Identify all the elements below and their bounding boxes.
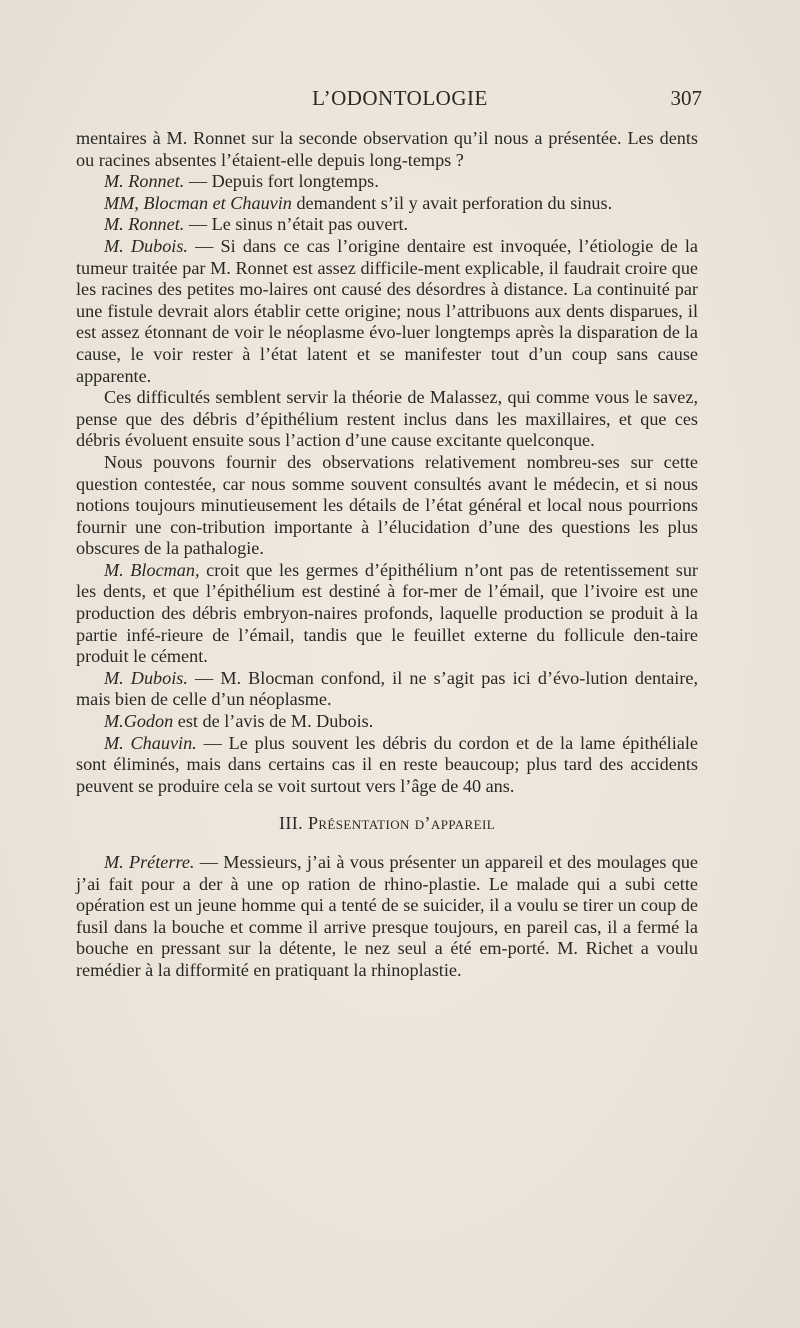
paragraph-text: — Messieurs, j’ai à vous présenter un appareil et des moulages que j’ai fait pour a der à une op ration de rhino-plastie. Le malade qui a subi cette opération est un jeune homme qui a tenté de se suicider, il a voulu se tirer un coup de fusil dans la bouche et comme il arrive presque toujours, en pareil cas, il a fermé la bouche en pressant sur la détente, le nez seul a été em-porté. M. Richet a voulu remédier à la difformité en pratiquant la rhinoplastie.: [76, 852, 698, 980]
paragraph: [76, 214, 698, 236]
running-title: L’ODONTOLOGIE: [312, 86, 488, 110]
section-title: Présentation d’appareil: [307, 813, 496, 834]
speaker-name: M. Dubois.: [104, 667, 188, 688]
paragraph-text: — M. Blocman confond, il ne s’agit pas ici d’évo-lution dentaire, mais bien de celle d’un néoplasme.: [76, 667, 698, 710]
paragraph: [76, 128, 698, 171]
paragraph: [76, 668, 698, 711]
paragraph: [76, 387, 698, 452]
paragraph: [76, 171, 698, 193]
section-number: III.: [278, 813, 304, 834]
paragraph: [76, 852, 698, 982]
paragraph: [76, 711, 698, 733]
speaker-name: M. Chauvin.: [104, 732, 197, 753]
speaker-name: M.Godon: [104, 711, 174, 732]
paragraph-text: Ces difficultés semblent servir la théorie de Malassez, qui comme vous le savez, pense que des débris d’épithélium restent inclus dans les maxillaires, et que ces débris évoluent ensuite sous l’action d’une cause excitante quelconque.: [76, 387, 698, 451]
speaker-name: M. Blocman,: [104, 559, 200, 580]
paragraph: [76, 733, 698, 798]
body-text: [76, 128, 698, 982]
running-head: [0, 86, 800, 116]
paragraph-text: — Depuis fort longtemps.: [184, 171, 379, 192]
paragraph-text: — Le sinus n’était pas ouvert.: [184, 214, 409, 235]
speaker-name: M. Ronnet.: [104, 214, 185, 235]
paragraph-text: — Si dans ce cas l’origine dentaire est invoquée, l’étiologie de la tumeur traitée par M. Ronnet est assez difficile-ment explicable, il faudrait croire que les racines des petites mo-laires ont causé des désordres à distance. La continuité par une fistule devrait alors établir cette origine; nous l’attribuons aux dents disparues, il est assez étonnant de voir le néoplasme évo-luer longtemps après la disparation de la cause, le voir rester à l’état latent et se manifester tout d’un coup sans cause apparente.: [76, 235, 698, 386]
paragraph: [76, 236, 698, 387]
paragraph-text: mentaires à M. Ronnet sur la seconde observation qu’il nous a présentée. Les dents ou racines absentes l’étaient-elle depuis long-temps ?: [76, 128, 698, 170]
speaker-name: M. Préterre.: [104, 852, 195, 872]
section-heading: [76, 813, 698, 835]
paragraph-text: — Le plus souvent les débris du cordon et de la lame épithéliale sont éliminés, mais dans certains cas il en reste beaucoup; plus tard des accidents peuvent se produire cela se voit surtout vers l’âge de 40 ans.: [76, 732, 698, 796]
paragraph-text: est de l’avis de M. Dubois.: [173, 711, 374, 732]
paragraph-text: croit que les germes d’épithélium n’ont pas de retentissement sur les dents, et que l’épithélium est destiné à for-mer de l’émail, que l’ivoire est une production des débris embryon-naires profonds, laquelle production se produit à la partie infé-rieure de l’émail, tandis que le feuillet externe du follicule den-taire produit le cément.: [76, 559, 698, 667]
paragraph: [76, 452, 698, 560]
page-number: 307: [670, 86, 702, 110]
paragraph-text: demandent s’il y avait perforation du sinus.: [291, 192, 613, 213]
speaker-name: M. Dubois.: [104, 235, 188, 256]
paragraph-text: Nous pouvons fournir des observations relativement nombreu-ses sur cette question contestée, car nous somme souvent consultés avant le médecin, et si nous notions toujours minutieusement les détails de l’état général et local nous pourrions fournir une con-tribution importante à l’élucidation d’une des questions les plus obscures de la pathalogie.: [76, 451, 698, 559]
paragraph: [76, 560, 698, 668]
paragraph: [76, 193, 698, 215]
speaker-name: MM, Blocman et Chauvin: [104, 192, 292, 213]
speaker-name: M. Ronnet.: [104, 171, 185, 192]
